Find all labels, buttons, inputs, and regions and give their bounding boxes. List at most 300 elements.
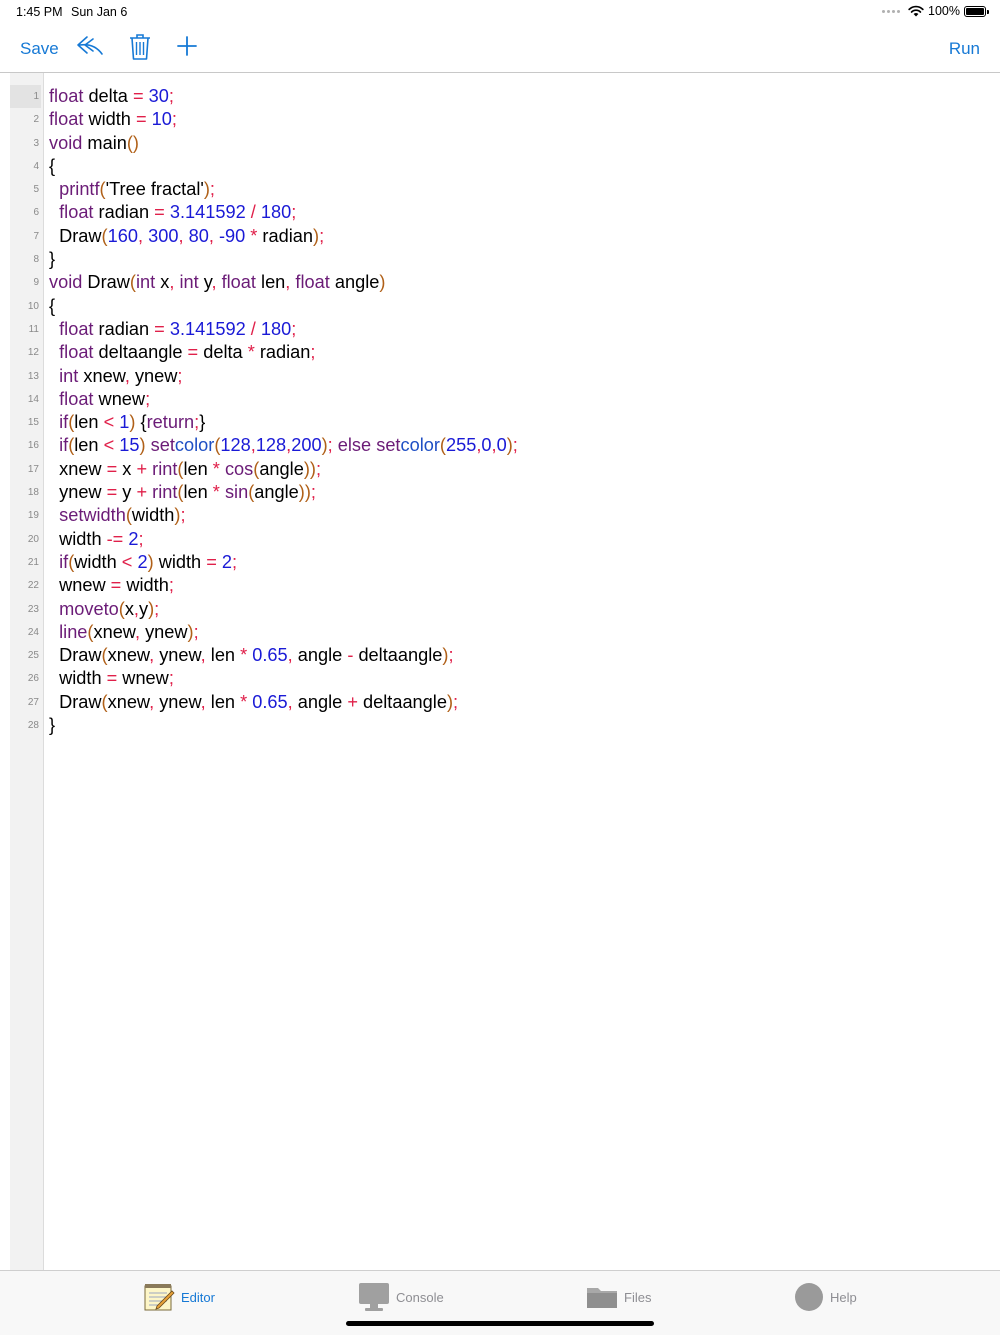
text-token [49,599,59,619]
code-line[interactable] [10,271,990,294]
code-text [49,691,458,714]
text-token: Draw [49,645,102,666]
operator-token: ; [291,202,297,223]
keyword-token: float [59,318,94,339]
paren-token: ( [101,645,108,666]
number-token: 3.141592 [169,318,246,339]
line-number: 4 [33,160,39,172]
operator-token: ; [180,505,186,526]
delete-button[interactable] [129,33,151,66]
code-line[interactable] [10,248,990,271]
paren-token: ( [177,458,184,479]
operator-token: = [154,318,165,339]
keyword-token: set [150,435,175,456]
keyword-token: float [59,388,94,409]
code-line[interactable] [10,225,990,248]
code-text [49,225,324,248]
paren-token: ( [87,621,94,642]
editor-toolbar [0,24,1000,73]
code-text [49,201,296,224]
line-number: 11 [28,323,39,335]
code-line[interactable] [10,458,990,481]
operator-token: , [134,621,141,642]
code-line[interactable] [10,295,990,318]
text-token: xnew [107,645,150,666]
text-token [49,622,59,642]
line-number: 7 [33,230,39,242]
text-token: width [131,505,175,526]
number-token: 0.65 [252,691,288,712]
text-token [49,202,59,222]
operator-token: = [132,86,144,106]
text-token: width [49,668,107,689]
battery-percentage: 100% [928,4,960,18]
code-line[interactable] [10,201,990,224]
folder-icon [586,1284,618,1310]
tab-bar [0,1270,1000,1335]
keyword-token: int [179,272,199,293]
text-token: len [183,482,213,503]
operator-token: ; [315,458,322,479]
operator-token: , [476,435,482,456]
operator-token: ; [327,435,333,456]
operator-token: ; [138,528,144,549]
line-number: 10 [27,300,39,312]
line-number: 13 [27,370,39,382]
text-token: angle [292,645,348,666]
text-token: y [117,482,137,503]
number-token: 30 [148,86,169,106]
code-text [49,574,174,597]
code-text [49,388,150,411]
line-number: 23 [27,603,39,615]
paren-token: ( [214,435,221,456]
text-token: delta [83,86,133,106]
operator-token: = [110,575,122,596]
text-token: deltaangle [353,645,443,666]
paren-token: ) [147,551,154,572]
operator-token: * [240,691,248,712]
text-token [49,552,59,572]
paren-token: )) [298,482,311,503]
tab-files-label: Files [624,1289,652,1305]
paren-token: ( [99,179,106,200]
code-text [49,434,518,457]
battery-icon [964,6,986,17]
tab-editor-label: Editor [181,1289,215,1305]
text-token [49,342,59,362]
operator-token: * [247,342,255,363]
keyword-token: float [221,272,256,293]
code-text [49,644,454,667]
text-token [49,319,59,339]
operator-token: ; [193,621,199,642]
operator-token: ; [453,691,459,712]
text-token: x [155,272,170,293]
operator-token: ; [512,435,518,456]
operator-token: ; [310,342,316,363]
paren-token: ) [446,691,454,712]
run-button[interactable]: Run [948,39,980,58]
number-token: 80 [188,225,209,246]
operator-token: , [491,435,497,456]
code-text [49,132,139,155]
code-line[interactable] [10,132,990,155]
operator-token: = [106,482,118,503]
operator-token: , [169,272,175,293]
code-text [49,248,55,271]
operator-token: , [287,691,293,712]
operator-token: * [212,458,220,479]
operator-token: , [211,272,217,293]
code-text [49,85,174,108]
operator-token: = [106,668,118,689]
number-token: 3.141592 [169,202,246,223]
text-token: len [183,458,213,479]
text-token: x [124,598,134,619]
add-button[interactable] [176,35,198,62]
text-token: { [135,412,147,433]
number-token: 0.65 [252,645,288,666]
operator-token: , [178,225,184,246]
wifi-icon [908,5,924,17]
code-line[interactable] [10,434,990,457]
paren-token: ( [68,435,75,456]
operator-token: , [250,435,256,456]
number-token: 2 [221,551,233,572]
operator-token: * [250,225,258,246]
text-token: } [49,715,56,736]
operator-token: -= [106,528,124,549]
code-line[interactable] [10,621,990,644]
operator-token: ; [291,318,297,339]
text-token: angle [329,272,380,293]
text-token: len [255,272,286,293]
text-token: xnew [78,365,125,386]
operator-token: * [240,645,248,666]
status-indicators [882,4,986,18]
code-line[interactable] [10,598,990,621]
keyword-token: cos [224,458,254,479]
operator-token: / [250,202,256,223]
tab-help[interactable] [794,1281,857,1313]
operator-token: = [187,342,199,363]
keyword-token: setwidth [59,505,126,526]
operator-token: , [287,645,293,666]
text-token [49,435,59,455]
number-token: -90 [218,225,246,246]
text-token: } [49,249,56,270]
save-button[interactable]: Save [20,39,59,58]
text-token: width [121,575,169,596]
paren-token: ) [313,225,320,246]
line-number: 14 [27,393,39,405]
operator-token: < [103,412,115,433]
code-text [49,458,321,481]
text-token: main [82,132,127,153]
keyword-token: moveto [59,598,119,619]
line-number: 24 [27,626,39,638]
code-text [49,155,55,178]
number-token: 200 [291,435,322,456]
number-token: 180 [260,318,292,339]
keyword-token: sin [224,482,249,503]
function-token: color [400,435,440,456]
text-token: } [199,412,206,433]
text-token: radian [257,225,313,246]
home-indicator [346,1321,654,1326]
text-token: Draw [49,691,102,712]
paren-token: ( [253,458,260,479]
code-line[interactable] [10,644,990,667]
code-text [49,341,315,364]
number-token: 0 [481,435,492,456]
operator-token: , [124,365,130,386]
code-line[interactable] [10,178,990,201]
keyword-token: if [59,412,69,433]
operator-token: ; [310,482,316,503]
code-lines[interactable] [10,85,990,737]
code-line[interactable] [10,504,990,527]
operator-token: = [106,458,118,479]
code-line[interactable] [10,341,990,364]
paren-token: ( [101,691,108,712]
code-text [49,598,159,621]
operator-token: ; [177,365,183,386]
undo-icon [76,34,104,58]
operator-token: ; [168,86,174,106]
operator-token: , [286,435,292,456]
code-line[interactable] [10,155,990,178]
text-token: len [205,645,241,666]
text-token [49,505,59,525]
text-token [49,389,59,409]
code-text [49,551,237,574]
paren-token: ( [439,435,446,456]
code-line[interactable] [10,667,990,690]
text-token: wnew [49,575,111,596]
line-number: 18 [27,487,39,499]
code-line[interactable] [10,85,990,108]
tab-console[interactable] [358,1281,444,1313]
code-line[interactable] [10,365,990,388]
paren-token: ( [101,225,108,246]
keyword-token: void [49,272,83,293]
code-text [49,714,55,737]
operator-token: < [121,551,133,572]
keyword-token: if [59,551,69,572]
function-token: color [174,435,215,456]
paren-token: ( [68,412,75,433]
text-token: xnew [49,458,107,479]
operator-token: ; [209,179,215,200]
cellular-signal-icon [882,10,900,13]
text-token [49,179,59,199]
paren-token: ( [177,482,184,503]
text-token: width [153,551,207,572]
text-token: ynew [140,621,188,642]
line-number: 6 [33,207,39,219]
operator-token: , [137,225,144,246]
text-token: deltaangle [93,342,188,363]
operator-token: ; [448,645,454,666]
text-token: delta [198,342,248,363]
operator-token: , [200,691,206,712]
code-text [49,504,186,527]
text-token: Draw [82,272,130,293]
operator-token: = [154,202,165,223]
text-token: 'Tree fractal' [105,179,204,200]
code-editor[interactable] [0,73,1000,1270]
status-bar [0,0,1000,24]
code-text [49,318,296,341]
paren-token: ) [129,412,136,433]
text-token: x [117,458,137,479]
keyword-token: void [49,132,83,153]
tab-files[interactable] [586,1281,651,1313]
undo-button[interactable] [76,34,104,63]
code-line[interactable] [10,388,990,411]
line-number: 19 [27,510,39,522]
status-time: 1:45 PM [16,5,63,19]
code-text [49,295,55,318]
code-text [49,667,174,690]
keyword-token: else [337,435,372,456]
number-token: 15 [119,435,140,456]
text-token: { [49,295,56,316]
text-token: angle [254,482,299,503]
paren-token: ( [129,272,136,293]
operator-token: < [103,435,115,456]
operator-token: , [285,272,291,293]
line-number: 25 [27,650,39,662]
paren-token: ) [321,435,328,456]
line-number: 17 [27,463,39,475]
keyword-token: float [49,109,84,130]
keyword-token: float [49,86,84,106]
code-line[interactable] [10,108,990,131]
text-token: len [74,412,104,433]
line-number: 27 [27,696,39,708]
code-text [49,271,385,294]
code-line[interactable] [10,528,990,551]
number-token: 2 [137,551,148,572]
operator-token: , [200,645,206,666]
operator-token: * [212,482,220,503]
text-token: radian [93,202,155,223]
operator-token: ; [319,225,325,246]
paren-token: ) [506,435,513,456]
number-token: 300 [148,225,179,246]
number-token: 255 [445,435,477,456]
text-token: y [138,598,149,619]
paren-token: ) [148,598,155,619]
line-number: 20 [27,533,39,545]
keyword-token: rint [152,458,178,479]
code-line[interactable] [10,714,990,737]
operator-token: = [135,109,147,130]
paren-token: ) [139,435,146,456]
text-token: ynew [154,645,201,666]
code-line[interactable] [10,551,990,574]
code-line[interactable] [10,318,990,341]
text-token: radian [93,318,155,339]
line-number: 12 [27,347,39,359]
operator-token: ; [194,412,200,433]
tab-editor[interactable] [143,1281,215,1313]
operator-token: - [347,645,354,666]
number-token: 128 [255,435,287,456]
number-token: 160 [107,225,138,246]
operator-token: + [347,691,358,712]
number-token: 0 [496,435,507,456]
keyword-token: if [59,435,69,456]
code-line[interactable] [10,691,990,714]
keyword-token: rint [152,482,178,503]
text-token: angle [292,691,348,712]
code-line[interactable] [10,574,990,597]
line-number: 3 [33,137,39,149]
paren-token: ) [442,645,449,666]
number-token: 1 [119,412,130,433]
text-token: xnew [93,621,135,642]
code-text [49,528,144,551]
keyword-token: float [59,202,94,223]
operator-token: , [149,691,155,712]
text-token: width [83,109,136,130]
trash-icon [129,33,151,61]
paren-token: ) [203,179,210,200]
text-token: deltaangle [357,691,447,712]
code-text [49,621,199,644]
text-token: width [74,551,122,572]
text-token: angle [259,458,304,479]
keyword-token: float [59,342,94,363]
status-date: Sun Jan 6 [71,5,128,19]
line-number: 21 [27,556,39,568]
operator-token: / [250,318,256,339]
paren-token: ( [248,482,255,503]
operator-token: ; [171,109,177,130]
number-token: 2 [128,528,139,549]
code-line[interactable] [10,481,990,504]
text-token: ynew [154,691,201,712]
tab-console-label: Console [396,1289,444,1305]
text-token: len [74,435,104,456]
text-token: { [49,155,56,176]
text-token: y [198,272,212,293]
text-token: Draw [49,225,102,246]
paren-token: () [126,132,139,153]
operator-token: ; [145,388,151,409]
operator-token: ; [154,598,160,619]
operator-token: + [136,458,148,479]
operator-token: ; [232,551,238,572]
operator-token: ; [168,575,174,596]
number-token: 180 [260,202,292,223]
keyword-token: line [59,621,88,642]
line-number: 28 [27,720,39,732]
keyword-token: printf [59,179,100,200]
paren-token: ( [125,505,132,526]
paren-token: )) [303,458,316,479]
text-token: ynew [49,482,107,503]
number-token: 128 [220,435,251,456]
text-token: width [49,528,107,549]
code-line[interactable] [10,411,990,434]
operator-token: , [133,598,139,619]
line-number: 16 [27,440,39,452]
